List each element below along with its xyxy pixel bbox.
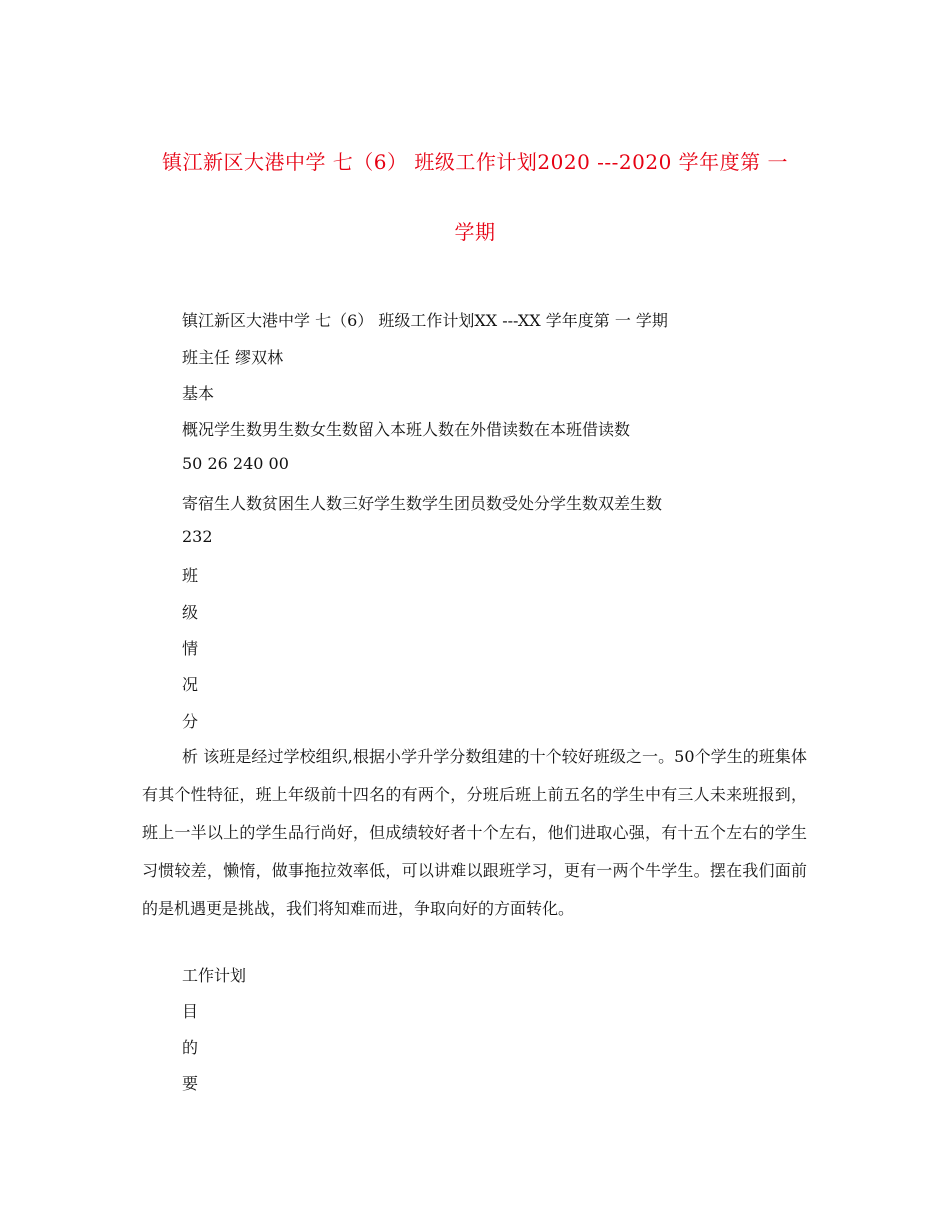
analysis-char: 级 — [182, 603, 199, 622]
analysis-char: 况 — [182, 675, 199, 694]
overview-values: 50 26 240 00 — [182, 454, 289, 473]
boarding-values: 232 — [182, 527, 213, 546]
analysis-char: 分 — [182, 712, 199, 731]
goal-char: 的 — [182, 1038, 199, 1057]
analysis-char: 情 — [182, 639, 199, 658]
boarding-header: 寄宿生人数贫困生人数三好学生数学生团员数受处分学生数双差生数 — [182, 494, 663, 513]
basic-label: 基本 — [182, 384, 215, 403]
goal-char: 目 — [182, 1002, 199, 1021]
analysis-char: 班 — [182, 566, 199, 585]
overview-header: 概况学生数男生数女生数留入本班人数在外借读数在本班借读数 — [182, 420, 631, 439]
work-plan-label: 工作计划 — [182, 966, 247, 985]
analysis-paragraph: 析 该班是经过学校组织,根据小学升学分数组建的十个较好班级之一。50个学生的班集体有其个性特征，班上年级前十四名的有两个，分班后班上前五名的学生中有三人未来班报到，班上一半以上的学生品行尚好，但成绩较好者十个左右，他们进取心强，有十五个左右的学生习惯较差，懒惰，做事拖拉效率低，可以讲难以跟班学习，更有一两个牛学生。摆在我们面前的是机遇更是挑战，我们将知难而进，争取向好的方面转化。 — [142, 747, 807, 918]
document-title-line-1: 镇江新区大港中学 七（6） 班级工作计划2020 ---2020 学年度第 一 — [161, 150, 789, 174]
document-subtitle: 镇江新区大港中学 七（6） 班级工作计划XX ---XX 学年度第 一 学期 — [182, 311, 668, 330]
class-teacher: 班主任 缪双林 — [182, 348, 284, 367]
document-title-line-2: 学期 — [454, 220, 496, 244]
goal-char: 要 — [182, 1074, 199, 1093]
